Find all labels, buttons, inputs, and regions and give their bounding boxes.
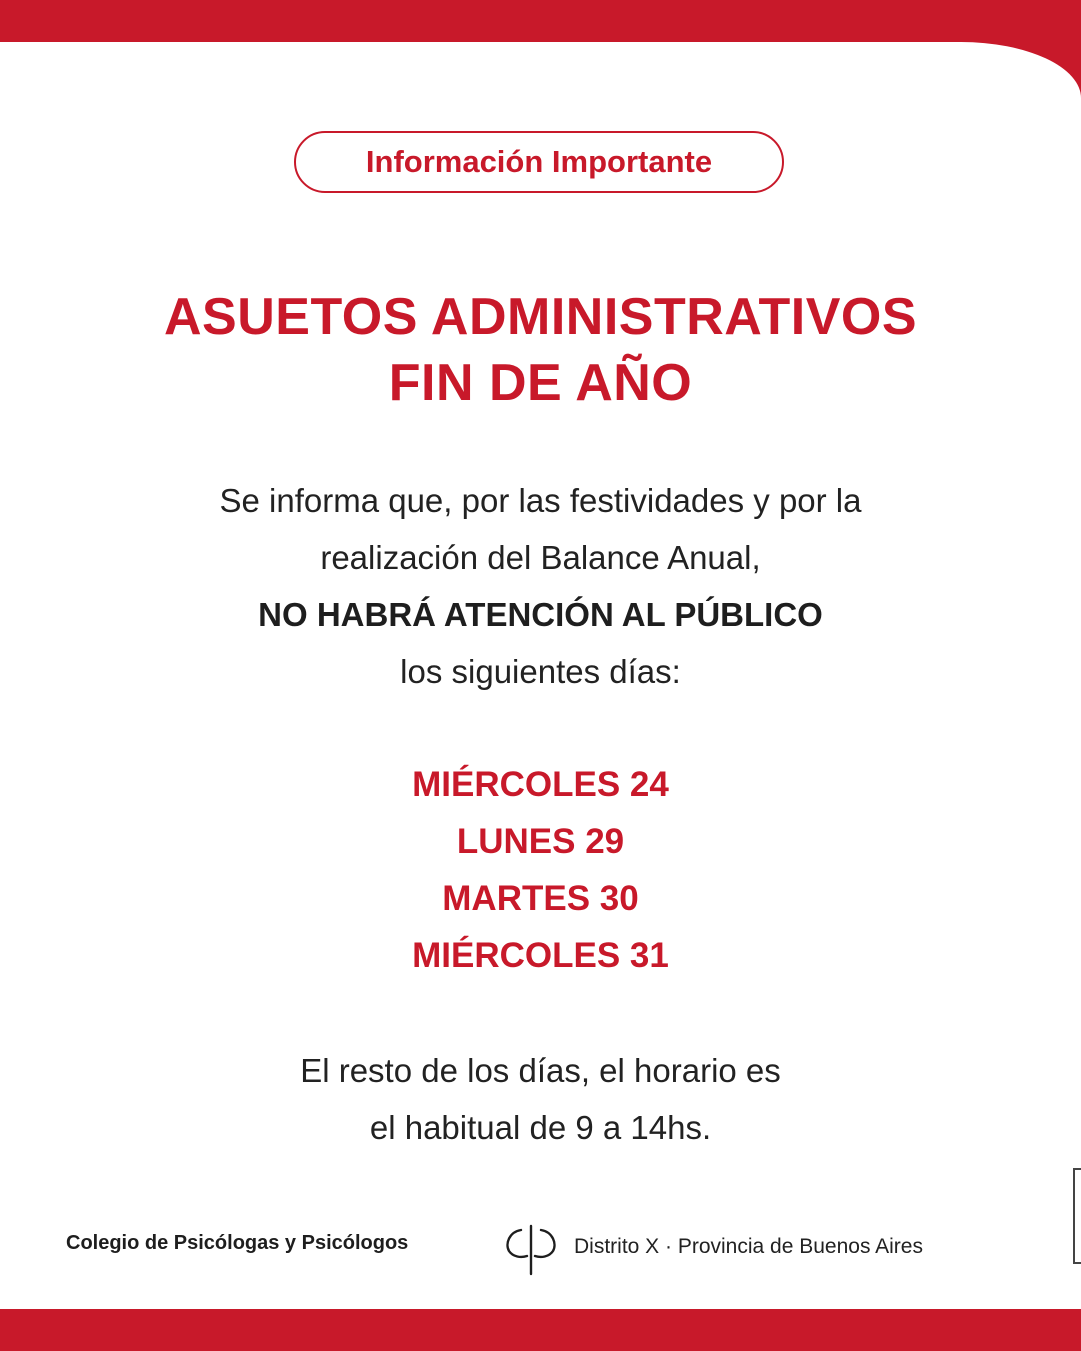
bottom-red-band bbox=[0, 1309, 1081, 1351]
list-item: MARTES 30 bbox=[442, 879, 639, 918]
list-item: MIÉRCOLES 24 bbox=[412, 765, 669, 804]
closing-line-1: El resto de los días, el horario es bbox=[300, 1052, 781, 1089]
intro-line-2: realización del Balance Anual, bbox=[320, 539, 761, 576]
intro-emphasis: NO HABRÁ ATENCIÓN AL PÚBLICO bbox=[258, 596, 823, 633]
organization-name: Colegio de Psicólogas y Psicólogos bbox=[66, 1232, 409, 1254]
important-info-badge bbox=[294, 131, 784, 193]
closed-days-list bbox=[40, 756, 1041, 984]
title-line-1: ASUETOS ADMINISTRATIVOS bbox=[163, 288, 918, 346]
intro-line-1: Se informa que, por las festividades y por la bbox=[219, 482, 862, 519]
list-item: LUNES 29 bbox=[456, 822, 625, 861]
edge-mark bbox=[1073, 1168, 1081, 1264]
list-item: MIÉRCOLES 31 bbox=[412, 936, 669, 975]
intro-line-4: los siguientes días: bbox=[400, 653, 681, 690]
district-label: Distrito X · Provincia de Buenos Aires bbox=[574, 1235, 923, 1258]
page-title bbox=[40, 284, 1041, 416]
closing-line-2: el habitual de 9 a 14hs. bbox=[369, 1109, 712, 1146]
psi-logo-icon bbox=[503, 1224, 559, 1276]
intro-paragraph bbox=[40, 472, 1041, 700]
closing-paragraph bbox=[40, 1042, 1041, 1156]
badge-label: Información Importante bbox=[365, 144, 713, 179]
title-line-2: FIN DE AÑO bbox=[388, 354, 693, 412]
